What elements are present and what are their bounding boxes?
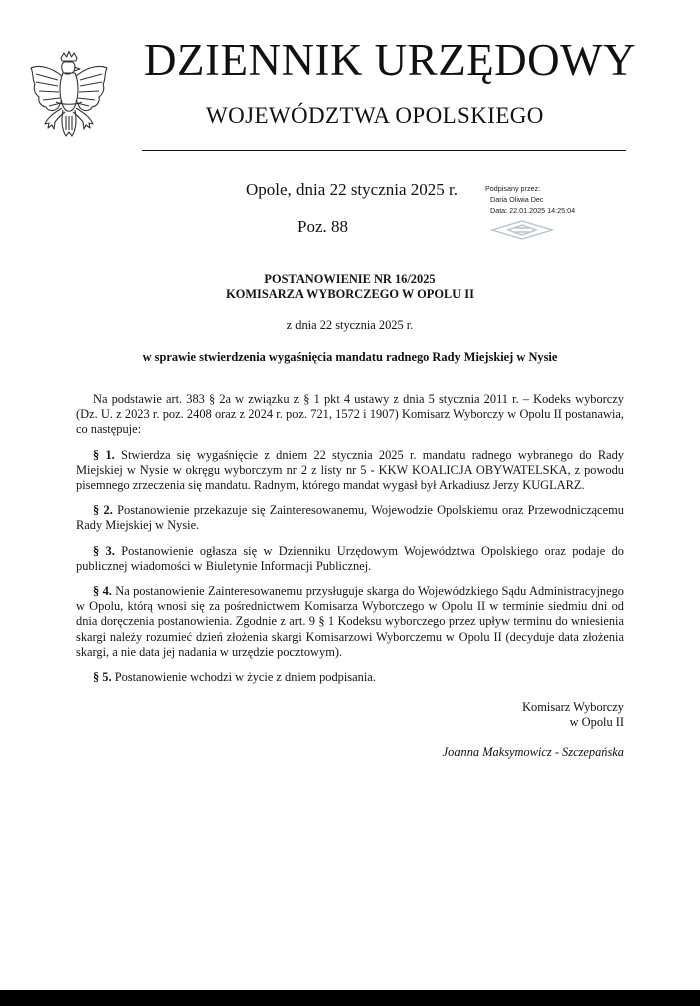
document-body <box>76 392 624 695</box>
paragraph-1 <box>76 448 624 494</box>
masthead-rule <box>142 150 626 151</box>
document-date: z dnia 22 stycznia 2025 r. <box>286 318 414 332</box>
paragraph-4 <box>76 584 624 660</box>
paragraph-number: § 3. <box>93 543 115 558</box>
white-eagle-emblem-icon <box>28 50 110 150</box>
signatory-role-line-2: w Opolu II <box>569 715 624 730</box>
signatory-role-line-1: Komisarz Wyborczy <box>522 700 624 714</box>
paragraph-5 <box>76 670 624 685</box>
masthead-subtitle: WOJEWÓDZTWA OPOLSKIEGO <box>206 103 544 128</box>
paragraph-text: Postanowienie przekazuje się Zainteresowanemu, Wojewodzie Opolskiemu oraz Przewodniczącemu Rady Miejskiej w Nysie. <box>76 503 624 533</box>
paragraph-text: Postanowienie ogłasza się w Dzienniku Urzędowym Województwa Opolskiego oraz podaje do publicznej wiadomości w Biuletynie Informacji Publicznej. <box>76 543 624 573</box>
paragraph-number: § 4. <box>93 584 112 599</box>
e-signature-logo-icon <box>490 219 554 241</box>
paragraph-3 <box>76 544 624 574</box>
paragraph-text: Na postanowienie Zainteresowanemu przysługuje skarga do Wojewódzkiego Sądu Administracyjnego w Opolu, którą wnosi się za pośrednictwem Komisarza Wyborczego w Opolu II w terminie siedmiu dni od dnia doręczenia postanowienia. Zgodnie z art. 9 § 1 Kodeksu wyborczego przez upływ terminu do wniesienia skargi należy rozumieć dzień złożenia skargi Komisarzowi Wyborczemu w Opolu II (decyduje data złożenia skargi, a nie data jej nadania w urzędzie pocztowym). <box>76 584 624 659</box>
paragraph-number: § 2. <box>93 503 113 518</box>
paragraph-text: Postanowienie wchodzi w życie z dniem podpisania. <box>114 670 376 685</box>
publication-place-date: Opole, dnia 22 stycznia 2025 r. <box>246 180 458 199</box>
document-subject: w sprawie stwierdzenia wygaśnięcia mandatu radnego Rady Miejskiej w Nysie <box>142 350 558 364</box>
document-title <box>0 272 700 302</box>
document-title-line-2: KOMISARZA WYBORCZEGO W OPOLU II <box>226 287 474 301</box>
paragraph-number: § 5. <box>93 670 112 685</box>
signature-label: Podpisany przez: <box>485 184 541 193</box>
paragraph-text: Stwierdza się wygaśnięcie z dniem 22 stycznia 2025 r. mandatu radnego wybranego do Rady Miejskiej w Nysie w okręgu wyborczym nr 2 z listy nr 5 - KKW KOALICJA OBYWATELSKA, z powodu pisemnego zrzeczenia się mandatu. Radnym, którego mandat wygasł był Arkadiusz Jerzy KUGLARZ. <box>76 447 625 493</box>
masthead-title: DZIENNIK URZĘDOWY <box>144 35 637 85</box>
electronic-signature-block <box>485 183 605 216</box>
signatory-role <box>444 700 624 730</box>
publication-position: Poz. 88 <box>297 217 348 236</box>
signature-name: Daria Oliwia Dec <box>490 195 544 204</box>
preamble: Na podstawie art. 383 § 2a w związku z § 1 pkt 4 ustawy z dnia 5 stycznia 2011 r. – Kodeks wyborczy (Dz. U. z 2023 r. poz. 2408 oraz z 2024 r. poz. 721, 1572 i 1907) Komisarz Wyborczy w Opolu II postanawia, co następuje: <box>76 392 624 437</box>
document-title-line-1: POSTANOWIENIE NR 16/2025 <box>264 272 436 286</box>
signatory-name: Joanna Maksymowicz - Szczepańska <box>442 745 624 759</box>
paragraph-number: § 1. <box>93 447 115 462</box>
signature-date: Data: 22.01.2025 14:25:04 <box>490 206 576 215</box>
paragraph-2 <box>76 503 624 533</box>
